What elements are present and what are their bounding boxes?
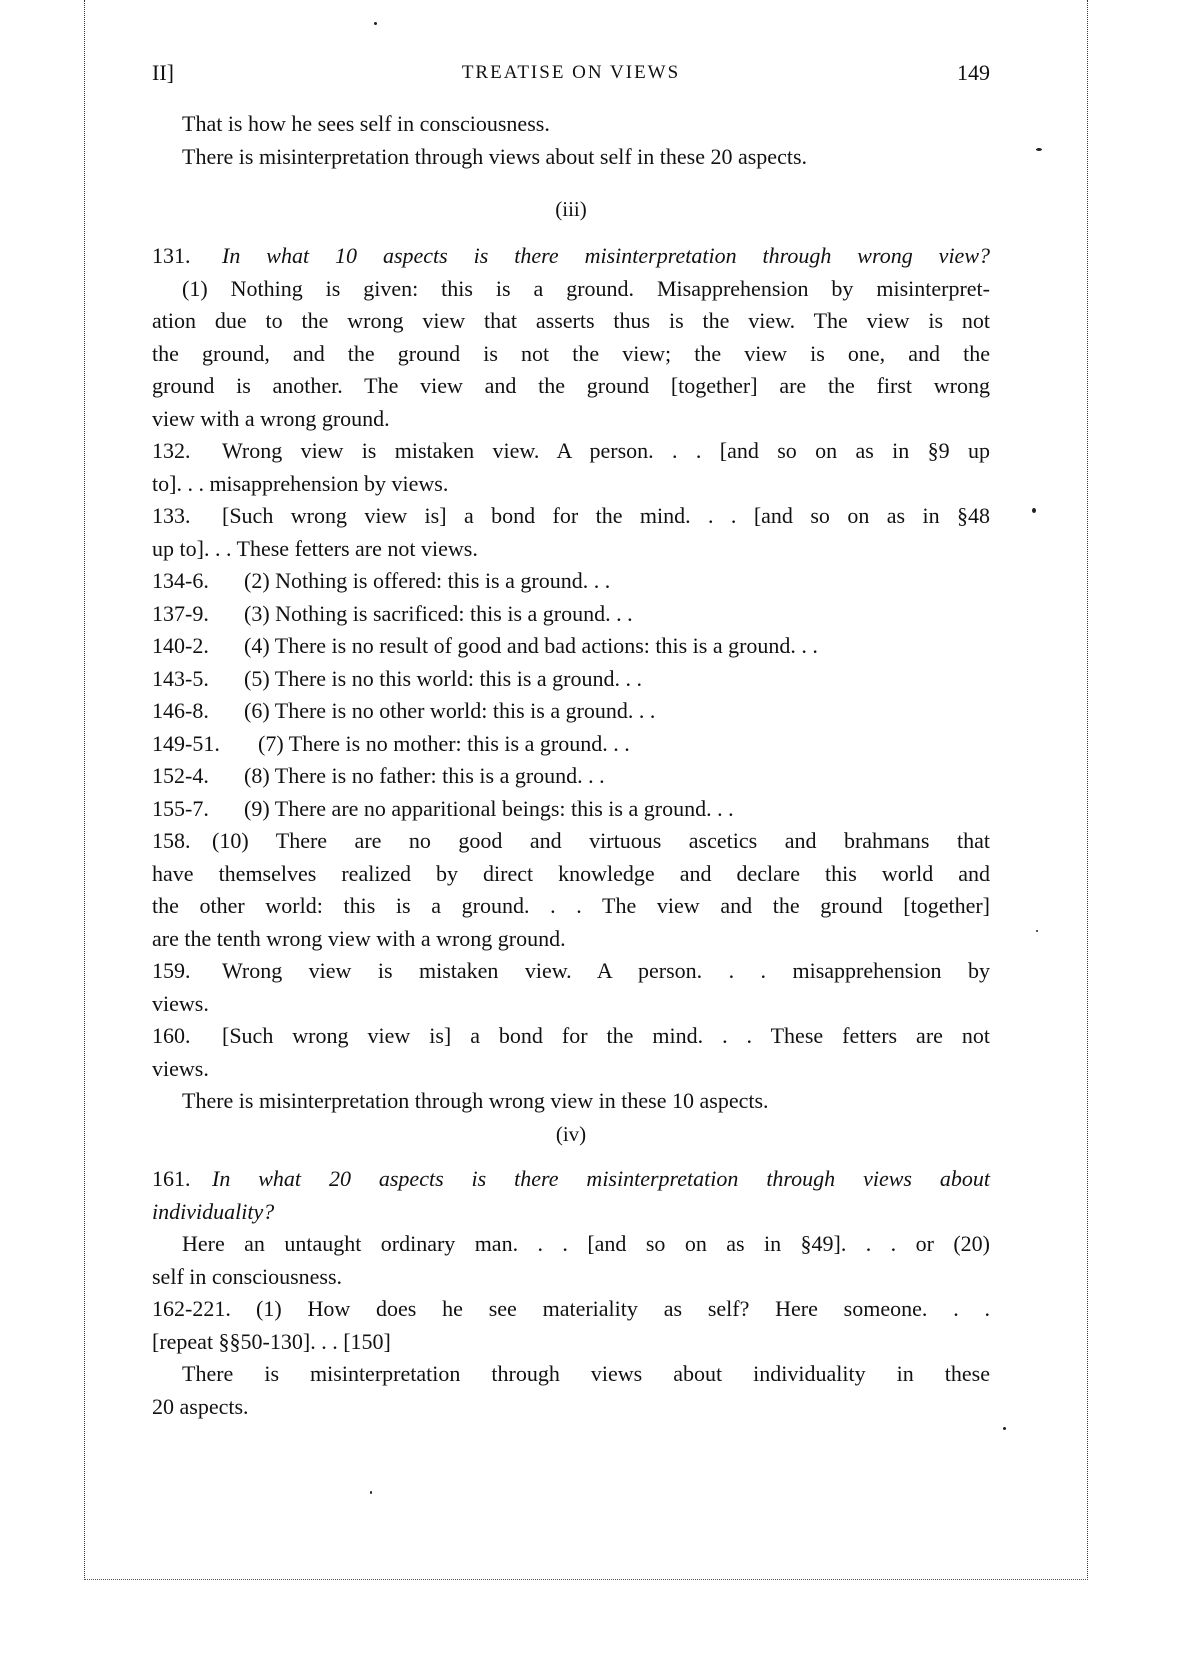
text-line: up to]. . . These fetters are not views. <box>152 535 478 561</box>
running-head <box>152 60 990 90</box>
paragraph-146-8 <box>152 695 990 728</box>
paragraph-number: 143-5. <box>152 665 209 691</box>
scan-speck <box>1036 930 1038 932</box>
text-line: views. <box>152 990 209 1016</box>
paragraph-160 <box>152 1020 990 1053</box>
paragraph-162-221 <box>152 1293 990 1326</box>
paragraph-number: 161. <box>152 1166 191 1191</box>
paragraph-133 <box>152 500 990 533</box>
text-run: (3) Nothing is sacrificed: this is a ground. . . <box>244 600 633 626</box>
section-iv-body <box>152 1163 990 1423</box>
paragraph-number: 162-221. <box>152 1296 231 1321</box>
text-run: [Such wrong view is] a bond for the mind. . . [and so on as in §48 <box>222 503 990 528</box>
page-number: 149 <box>957 60 990 85</box>
text-run: (1) How does he see materiality as self? Here someone. . . <box>256 1296 990 1321</box>
paragraph-137-9 <box>152 598 990 631</box>
paragraph-158 <box>152 825 990 858</box>
section-iii-closing: There is misinterpretation through wrong view in these 10 aspects. <box>182 1088 769 1113</box>
paragraph-number: 133. <box>152 503 191 528</box>
paragraph-number: 140-2. <box>152 633 209 658</box>
scan-speck <box>370 1491 372 1494</box>
text-line: the other world: this is a ground. . . The view and the ground [together] <box>152 893 990 918</box>
paragraph-number: 146-8. <box>152 698 209 723</box>
paragraph-number: 149-51. <box>152 730 220 756</box>
paragraph-number: 134-6. <box>152 568 209 593</box>
text-run: (10) There are no good and virtuous ascetics and brahmans that <box>212 828 990 853</box>
text-line: That is how he sees self in consciousness. <box>182 111 550 136</box>
text-line: self in consciousness. <box>152 1263 343 1289</box>
paragraph-number: 137-9. <box>152 600 209 626</box>
text-run: (8) There is no father: this is a ground. . . <box>244 763 605 788</box>
running-title: TREATISE ON VIEWS <box>461 62 681 83</box>
text-line: ground is another. The view and the ground [together] are the first wrong <box>152 373 990 398</box>
text-line: have themselves realized by direct knowledge and declare this world and <box>152 860 990 886</box>
paragraph-number: 160. <box>152 1023 191 1048</box>
paragraph-number: 155-7. <box>152 795 209 821</box>
paragraph-number: 132. <box>152 438 191 463</box>
text-run: Wrong view is mistaken view. A person. . . misapprehension by <box>222 958 990 983</box>
paragraph-134-6 <box>152 565 990 598</box>
text-line: to]. . . misapprehension by views. <box>152 470 449 496</box>
text-line: Here an untaught ordinary man. . . [and so on as in §49]. . . or (20) <box>182 1231 990 1256</box>
section-iii-body <box>152 240 990 1118</box>
text-line: ation due to the wrong view that asserts thus is the view. The view is not <box>152 308 990 333</box>
scan-speck <box>1032 508 1036 513</box>
paragraph-number: 152-4. <box>152 763 209 788</box>
question-text: individuality? <box>152 1198 275 1224</box>
paragraph-140-2 <box>152 630 990 663</box>
section-iv-closing: There is misinterpretation through views about individuality in these <box>182 1361 990 1386</box>
text-line: (1) Nothing is given: this is a ground. Misapprehension by misinterpret- <box>182 275 990 301</box>
section-marker-iii: (iii) <box>555 197 587 221</box>
top-continuation <box>152 108 990 173</box>
paragraph-161-heading <box>152 1163 990 1196</box>
text-run: (5) There is no this world: this is a ground. . . <box>244 665 642 691</box>
paragraph-131-heading <box>152 240 990 273</box>
text-run: [Such wrong view is] a bond for the mind. . . These fetters are not <box>222 1023 990 1048</box>
paragraph-number: 158. <box>152 828 191 853</box>
scan-speck <box>1036 148 1042 151</box>
paragraph-149-51 <box>152 728 990 761</box>
paragraph-159 <box>152 955 990 988</box>
paragraph-number: 131. <box>152 243 191 268</box>
text-line: views. <box>152 1055 209 1081</box>
text-line: 20 aspects. <box>152 1393 249 1419</box>
paragraph-155-7 <box>152 793 990 826</box>
chapter-marker: II] <box>152 60 174 85</box>
question-text: In what 20 aspects is there misinterpretation through views about <box>212 1166 990 1191</box>
paragraph-143-5 <box>152 663 990 696</box>
text-run: Wrong view is mistaken view. A person. . . [and so on as in §9 up <box>222 438 990 463</box>
text-line: There is misinterpretation through views about self in these 20 aspects. <box>182 143 808 169</box>
text-line: [repeat §§50-130]. . . [150] <box>152 1328 391 1354</box>
text-run: (7) There is no mother: this is a ground. . . <box>258 730 630 756</box>
text-run: (6) There is no other world: this is a ground. . . <box>244 698 656 723</box>
paragraph-152-4 <box>152 760 990 793</box>
scan-speck <box>1003 1427 1006 1430</box>
paragraph-number: 159. <box>152 958 191 983</box>
paragraph-132 <box>152 435 990 468</box>
question-text: In what 10 aspects is there misinterpretation through wrong view? <box>222 243 990 268</box>
section-marker-iv: (iv) <box>555 1122 587 1146</box>
text-line: are the tenth wrong view with a wrong ground. <box>152 925 566 951</box>
text-line: view with a wrong ground. <box>152 405 390 431</box>
text-line: the ground, and the ground is not the view; the view is one, and the <box>152 340 990 366</box>
text-run: (2) Nothing is offered: this is a ground. . . <box>244 568 611 593</box>
text-run: (4) There is no result of good and bad actions: this is a ground. . . <box>244 633 818 658</box>
text-run: (9) There are no apparitional beings: this is a ground. . . <box>244 795 734 821</box>
scan-speck <box>374 22 377 25</box>
